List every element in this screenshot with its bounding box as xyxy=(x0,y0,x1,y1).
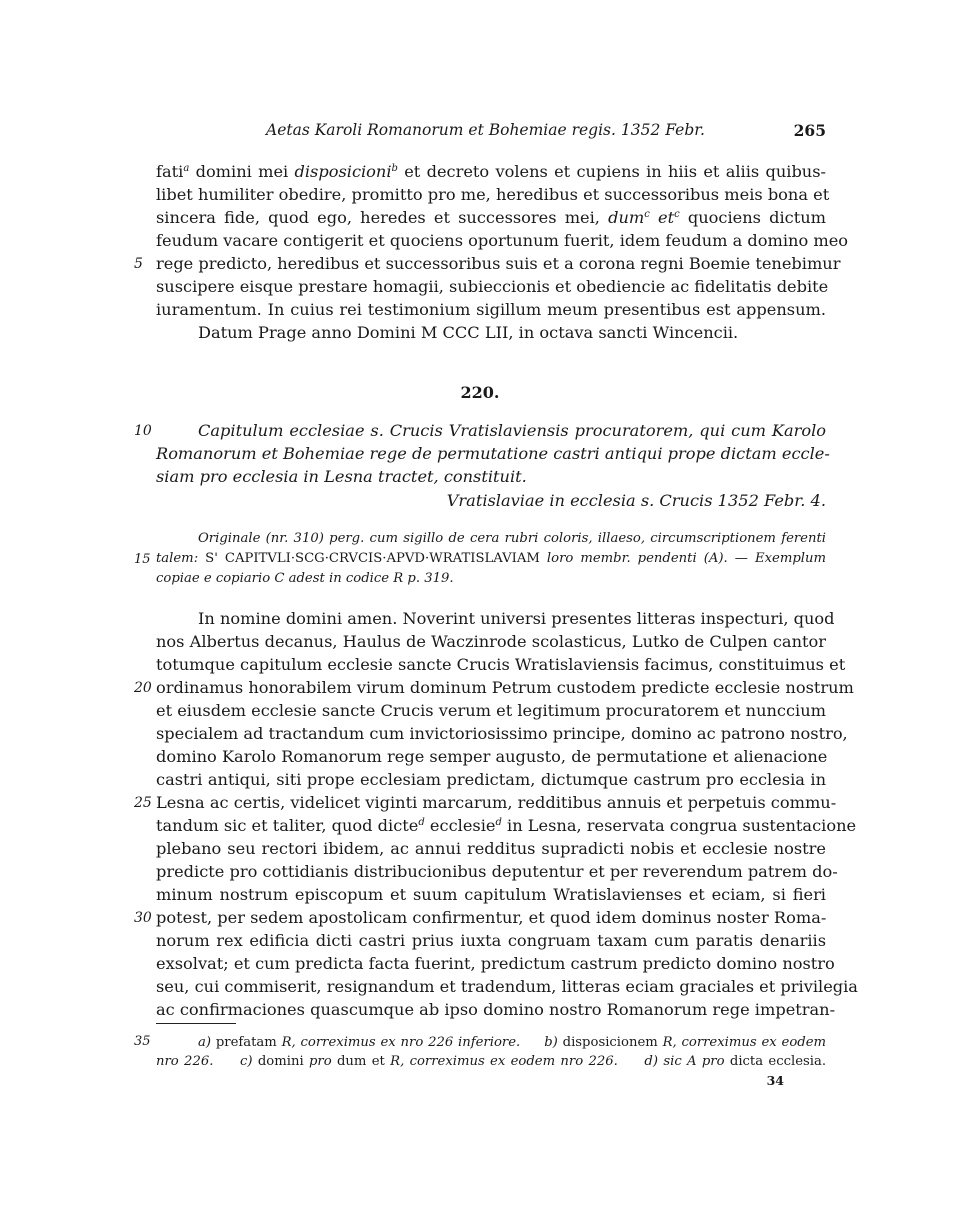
text-line: libet humiliter obedire, promitto pro me, heredibus et successoribus meis bona et xyxy=(156,185,830,204)
text-line: suscipere eisque prestare homagii, subieccionis et obediencie ac fidelitatis debite xyxy=(156,277,829,296)
body-line: domino Karolo Romanorum rege semper augusto, de permutatione et alienacione xyxy=(156,747,828,766)
line-number: 30 xyxy=(134,910,152,926)
summary-line: siam pro ecclesia in Lesna tractet, constituit. xyxy=(156,467,527,486)
line-number: 15 xyxy=(134,552,151,567)
body-line: potest, per sedem apostolicam confirmentur, et quod idem dominus noster Roma- xyxy=(156,908,827,927)
page-number: 265 xyxy=(793,121,826,140)
text-line: Datum Prage anno Domini M CCC LII, in octava sancti Wincencii. xyxy=(198,323,739,342)
body-line: ac confirmaciones quascumque ab ipso domino nostro Romanorum rege impetran- xyxy=(156,1000,836,1019)
text-line: sincera fide, quod ego, heredes et successores mei, dum$^c$ $et^c$ quociens dictum xyxy=(156,208,826,227)
source-note-line: copiae e copiario C adest in codice R p. 319. xyxy=(156,571,454,586)
body-line: seu, cui commiserit, resignandum et tradendum, litteras eciam graciales et privilegia xyxy=(156,977,858,996)
source-note-line: talem: S' CAPITVLI·SCG·CRVCIS·APVD·WRATISLAVIAM loro membr. pendenti (A). — Exemplum xyxy=(156,551,826,566)
body-line: norum rex edificia dicti castri prius iuxta congruam taxam cum paratis denariis xyxy=(156,931,826,950)
body-line: exsolvat; et cum predicta facta fuerint, predictum castrum predicto domino nostro xyxy=(156,954,835,973)
body-line: totumque capitulum ecclesie sancte Crucis Wratislaviensis facimus, constituimus et xyxy=(156,655,846,674)
body-line: specialem ad tractandum cum invictoriosissimo principe, domino ac patrono nostro, xyxy=(156,724,848,743)
line-number: 35 xyxy=(134,1034,151,1049)
body-line: minum nostrum episcopum et suum capitulum Wratislavienses et eciam, si fieri xyxy=(156,885,826,904)
body-line: castri antiqui, siti prope ecclesiam predictam, dictumque castrum pro ecclesia in xyxy=(156,770,826,789)
footnote-line: a) prefatam R, correximus ex nro 226 inferiore. b) disposicionem R, correximus ex eodem xyxy=(198,1035,827,1050)
text-line: iuramentum. In cuius rei testimonium sigillum meum presentibus est appensum. xyxy=(156,300,826,319)
footnote-separator xyxy=(156,1023,236,1024)
summary-line: Capitulum ecclesiae s. Crucis Vratislaviensis procuratorem, qui cum Karolo xyxy=(198,421,826,440)
signature-mark: 34 xyxy=(766,1073,784,1088)
line-number: 5 xyxy=(134,256,143,272)
place-date: Vratislaviae in ecclesia s. Crucis 1352 Febr. 4. xyxy=(446,491,826,510)
text-line: fati$^a$ domini mei disposicioni$^b$ et decreto volens et cupiens in hiis et aliis quibus- xyxy=(156,162,827,181)
body-line: et eiusdem ecclesie sancte Crucis verum et legitimum procuratorem et nunccium xyxy=(156,701,827,720)
summary-line: Romanorum et Bohemiae rege de permutatione castri antiqui prope dictam eccle- xyxy=(156,444,830,463)
document-number: 220. xyxy=(460,383,500,402)
body-line: In nomine domini amen. Noverint universi presentes litteras inspecturi, quod xyxy=(198,609,835,628)
text-line: feudum vacare contigerit et quociens oportunum fuerit, idem feudum a domino meo xyxy=(156,231,849,250)
line-number: 25 xyxy=(134,795,152,811)
line-number: 20 xyxy=(134,680,152,696)
line-number: 10 xyxy=(134,423,152,439)
page-header xyxy=(156,121,826,143)
text-line: rege predicto, heredibus et successoribus suis et a corona regni Boemie tenebimur xyxy=(156,254,841,273)
body-line: tandum sic et taliter, quod dicte$^d$ ecclesie$^d$ in Lesna, reservata congrua sustentacione xyxy=(156,816,857,835)
body-line: predicte pro cottidianis distribucionibus deputentur et per reverendum patrem do- xyxy=(156,862,838,881)
footnote-line: nro 226. c) domini pro dum et R, correximus ex eodem nro 226. d) sic A pro dicta ecclesia. xyxy=(156,1054,827,1069)
body-line: ordinamus honorabilem virum dominum Petrum custodem predicte ecclesie nostrum xyxy=(156,678,854,697)
body-line: nos Albertus decanus, Haulus de Waczinrode scolasticus, Lutko de Culpen cantor xyxy=(156,632,826,651)
running-title: Aetas Karoli Romanorum et Bohemiae regis. 1352 Febr. xyxy=(266,121,705,139)
source-note-line: Originale (nr. 310) perg. cum sigillo de cera rubri coloris, illaeso, circumscriptionem ferenti xyxy=(198,531,826,546)
body-line: Lesna ac certis, videlicet viginti marcarum, redditibus annuis et perpetuis commu- xyxy=(156,793,837,812)
body-line: plebano seu rectori ibidem, ac annui redditus supradicti nobis et ecclesie nostre xyxy=(156,839,826,858)
